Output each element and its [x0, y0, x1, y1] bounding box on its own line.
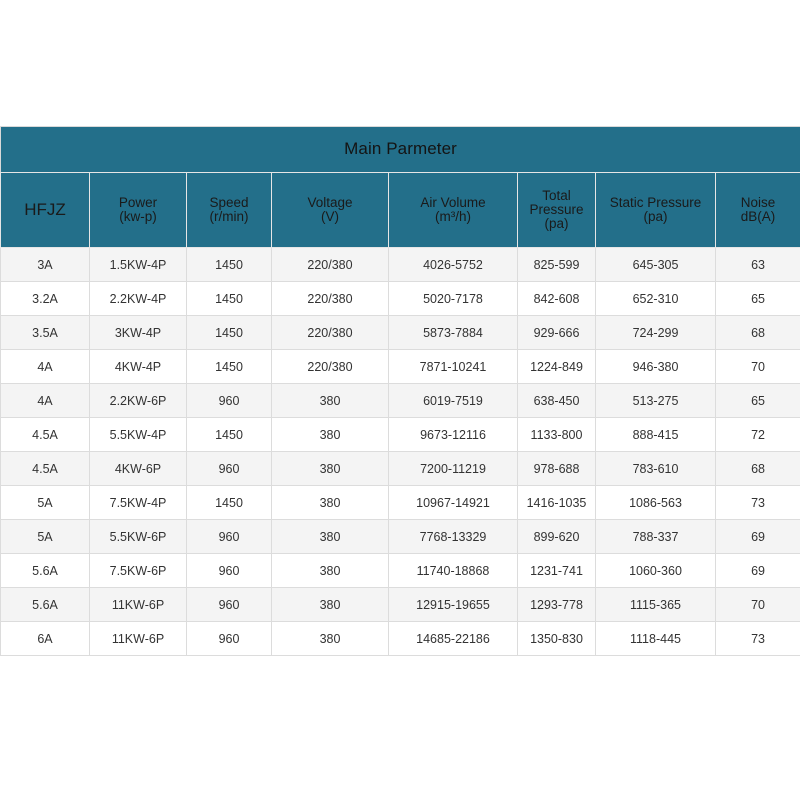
model-cell: 4A — [1, 350, 90, 384]
model-header — [1, 173, 90, 248]
voltage-header — [272, 173, 389, 248]
table-body — [1, 248, 800, 656]
static-pressure-cell: 783-610 — [596, 452, 716, 486]
speed-cell: 1450 — [187, 418, 272, 452]
noise-cell: 69 — [716, 554, 800, 588]
static-pressure-cell: 788-337 — [596, 520, 716, 554]
air-volume-cell: 7200-11219 — [389, 452, 518, 486]
model-cell: 4.5A — [1, 452, 90, 486]
voltage-cell: 380 — [272, 588, 389, 622]
speed-cell: 960 — [187, 452, 272, 486]
table-row — [1, 554, 800, 588]
power-header — [90, 173, 187, 248]
model-cell: 3.2A — [1, 282, 90, 316]
voltage-cell: 380 — [272, 418, 389, 452]
voltage-cell: 380 — [272, 520, 389, 554]
speed-cell: 960 — [187, 384, 272, 418]
table-row — [1, 418, 800, 452]
table-row — [1, 248, 800, 282]
total-pressure-cell: 1224-849 — [518, 350, 596, 384]
power-header-unit: (kw-p) — [119, 209, 157, 224]
static-pressure-cell: 946-380 — [596, 350, 716, 384]
noise-cell: 73 — [716, 622, 800, 656]
air-volume-cell: 7768-13329 — [389, 520, 518, 554]
voltage-header-label: Voltage — [307, 195, 353, 210]
air-volume-cell: 14685-22186 — [389, 622, 518, 656]
air-volume-header-unit: (m³/h) — [435, 209, 471, 224]
total-pressure-cell: 1231-741 — [518, 554, 596, 588]
air-volume-cell: 10967-14921 — [389, 486, 518, 520]
voltage-cell: 380 — [272, 554, 389, 588]
noise-cell: 69 — [716, 520, 800, 554]
total-pressure-cell: 978-688 — [518, 452, 596, 486]
static-pressure-header-unit: (pa) — [643, 209, 668, 224]
noise-cell: 72 — [716, 418, 800, 452]
noise-cell: 68 — [716, 452, 800, 486]
speed-cell: 960 — [187, 588, 272, 622]
power-cell: 3KW-4P — [90, 316, 187, 350]
noise-cell: 70 — [716, 350, 800, 384]
static-pressure-cell: 513-275 — [596, 384, 716, 418]
speed-header-unit: (r/min) — [209, 209, 249, 224]
voltage-cell: 220/380 — [272, 282, 389, 316]
model-cell: 3A — [1, 248, 90, 282]
static-pressure-cell: 724-299 — [596, 316, 716, 350]
air-volume-cell: 5873-7884 — [389, 316, 518, 350]
parameter-table — [0, 126, 800, 656]
model-cell: 4.5A — [1, 418, 90, 452]
table-row — [1, 452, 800, 486]
speed-cell: 1450 — [187, 486, 272, 520]
voltage-cell: 380 — [272, 486, 389, 520]
total-pressure-cell: 1350-830 — [518, 622, 596, 656]
total-pressure-cell: 842-608 — [518, 282, 596, 316]
speed-cell: 1450 — [187, 282, 272, 316]
noise-header-label: Noise — [740, 195, 776, 210]
speed-header — [187, 173, 272, 248]
power-cell: 11KW-6P — [90, 622, 187, 656]
noise-cell: 68 — [716, 316, 800, 350]
table-row — [1, 384, 800, 418]
voltage-cell: 380 — [272, 622, 389, 656]
air-volume-cell: 9673-12116 — [389, 418, 518, 452]
model-cell: 6A — [1, 622, 90, 656]
power-cell: 2.2KW-4P — [90, 282, 187, 316]
power-cell: 11KW-6P — [90, 588, 187, 622]
total-pressure-cell: 638-450 — [518, 384, 596, 418]
model-cell: 5.6A — [1, 554, 90, 588]
model-header-label: HFJZ — [24, 200, 66, 219]
air-volume-header-label: Air Volume — [420, 195, 486, 210]
model-cell: 3.5A — [1, 316, 90, 350]
table-row — [1, 520, 800, 554]
power-cell: 7.5KW-4P — [90, 486, 187, 520]
voltage-cell: 380 — [272, 384, 389, 418]
voltage-cell: 380 — [272, 452, 389, 486]
static-pressure-cell: 1115-365 — [596, 588, 716, 622]
table-row — [1, 486, 800, 520]
total-pressure-cell: 1293-778 — [518, 588, 596, 622]
power-header-label: Power — [118, 195, 158, 210]
table-row — [1, 622, 800, 656]
speed-cell: 1450 — [187, 316, 272, 350]
speed-cell: 1450 — [187, 248, 272, 282]
power-cell: 4KW-4P — [90, 350, 187, 384]
air-volume-cell: 4026-5752 — [389, 248, 518, 282]
model-cell: 4A — [1, 384, 90, 418]
static-pressure-cell: 1086-563 — [596, 486, 716, 520]
model-cell: 5A — [1, 486, 90, 520]
static-pressure-header — [596, 173, 716, 248]
total-pressure-header — [518, 173, 596, 248]
noise-cell: 65 — [716, 282, 800, 316]
total-pressure-cell: 825-599 — [518, 248, 596, 282]
noise-cell: 65 — [716, 384, 800, 418]
model-cell: 5.6A — [1, 588, 90, 622]
noise-header-unit: dB(A) — [740, 209, 776, 224]
table-title: Main Parmeter — [1, 127, 800, 173]
table-row — [1, 350, 800, 384]
speed-cell: 1450 — [187, 350, 272, 384]
static-pressure-cell: 1118-445 — [596, 622, 716, 656]
air-volume-cell: 11740-18868 — [389, 554, 518, 588]
air-volume-header — [389, 173, 518, 248]
total-pressure-cell: 1133-800 — [518, 418, 596, 452]
power-cell: 7.5KW-6P — [90, 554, 187, 588]
speed-header-label: Speed — [209, 195, 249, 210]
static-pressure-cell: 652-310 — [596, 282, 716, 316]
voltage-cell: 220/380 — [272, 316, 389, 350]
total-pressure-cell: 1416-1035 — [518, 486, 596, 520]
table-row — [1, 316, 800, 350]
power-cell: 4KW-6P — [90, 452, 187, 486]
model-cell: 5A — [1, 520, 90, 554]
air-volume-cell: 6019-7519 — [389, 384, 518, 418]
parameter-table-wrapper — [0, 126, 800, 656]
static-pressure-cell: 888-415 — [596, 418, 716, 452]
power-cell: 5.5KW-6P — [90, 520, 187, 554]
air-volume-cell: 5020-7178 — [389, 282, 518, 316]
static-pressure-cell: 1060-360 — [596, 554, 716, 588]
static-pressure-cell: 645-305 — [596, 248, 716, 282]
table-row — [1, 282, 800, 316]
voltage-cell: 220/380 — [272, 350, 389, 384]
noise-cell: 73 — [716, 486, 800, 520]
header-row — [1, 173, 800, 248]
voltage-header-unit: (V) — [321, 209, 339, 224]
voltage-cell: 220/380 — [272, 248, 389, 282]
power-cell: 5.5KW-4P — [90, 418, 187, 452]
total-pressure-header-label: Total Pressure — [529, 188, 584, 217]
air-volume-cell: 12915-19655 — [389, 588, 518, 622]
speed-cell: 960 — [187, 622, 272, 656]
static-pressure-header-label: Static Pressure — [609, 195, 702, 210]
power-cell: 2.2KW-6P — [90, 384, 187, 418]
speed-cell: 960 — [187, 554, 272, 588]
total-pressure-cell: 929-666 — [518, 316, 596, 350]
noise-cell: 63 — [716, 248, 800, 282]
total-pressure-cell: 899-620 — [518, 520, 596, 554]
speed-cell: 960 — [187, 520, 272, 554]
noise-header — [716, 173, 800, 248]
noise-cell: 70 — [716, 588, 800, 622]
air-volume-cell: 7871-10241 — [389, 350, 518, 384]
total-pressure-header-unit: (pa) — [544, 216, 569, 231]
power-cell: 1.5KW-4P — [90, 248, 187, 282]
table-row — [1, 588, 800, 622]
